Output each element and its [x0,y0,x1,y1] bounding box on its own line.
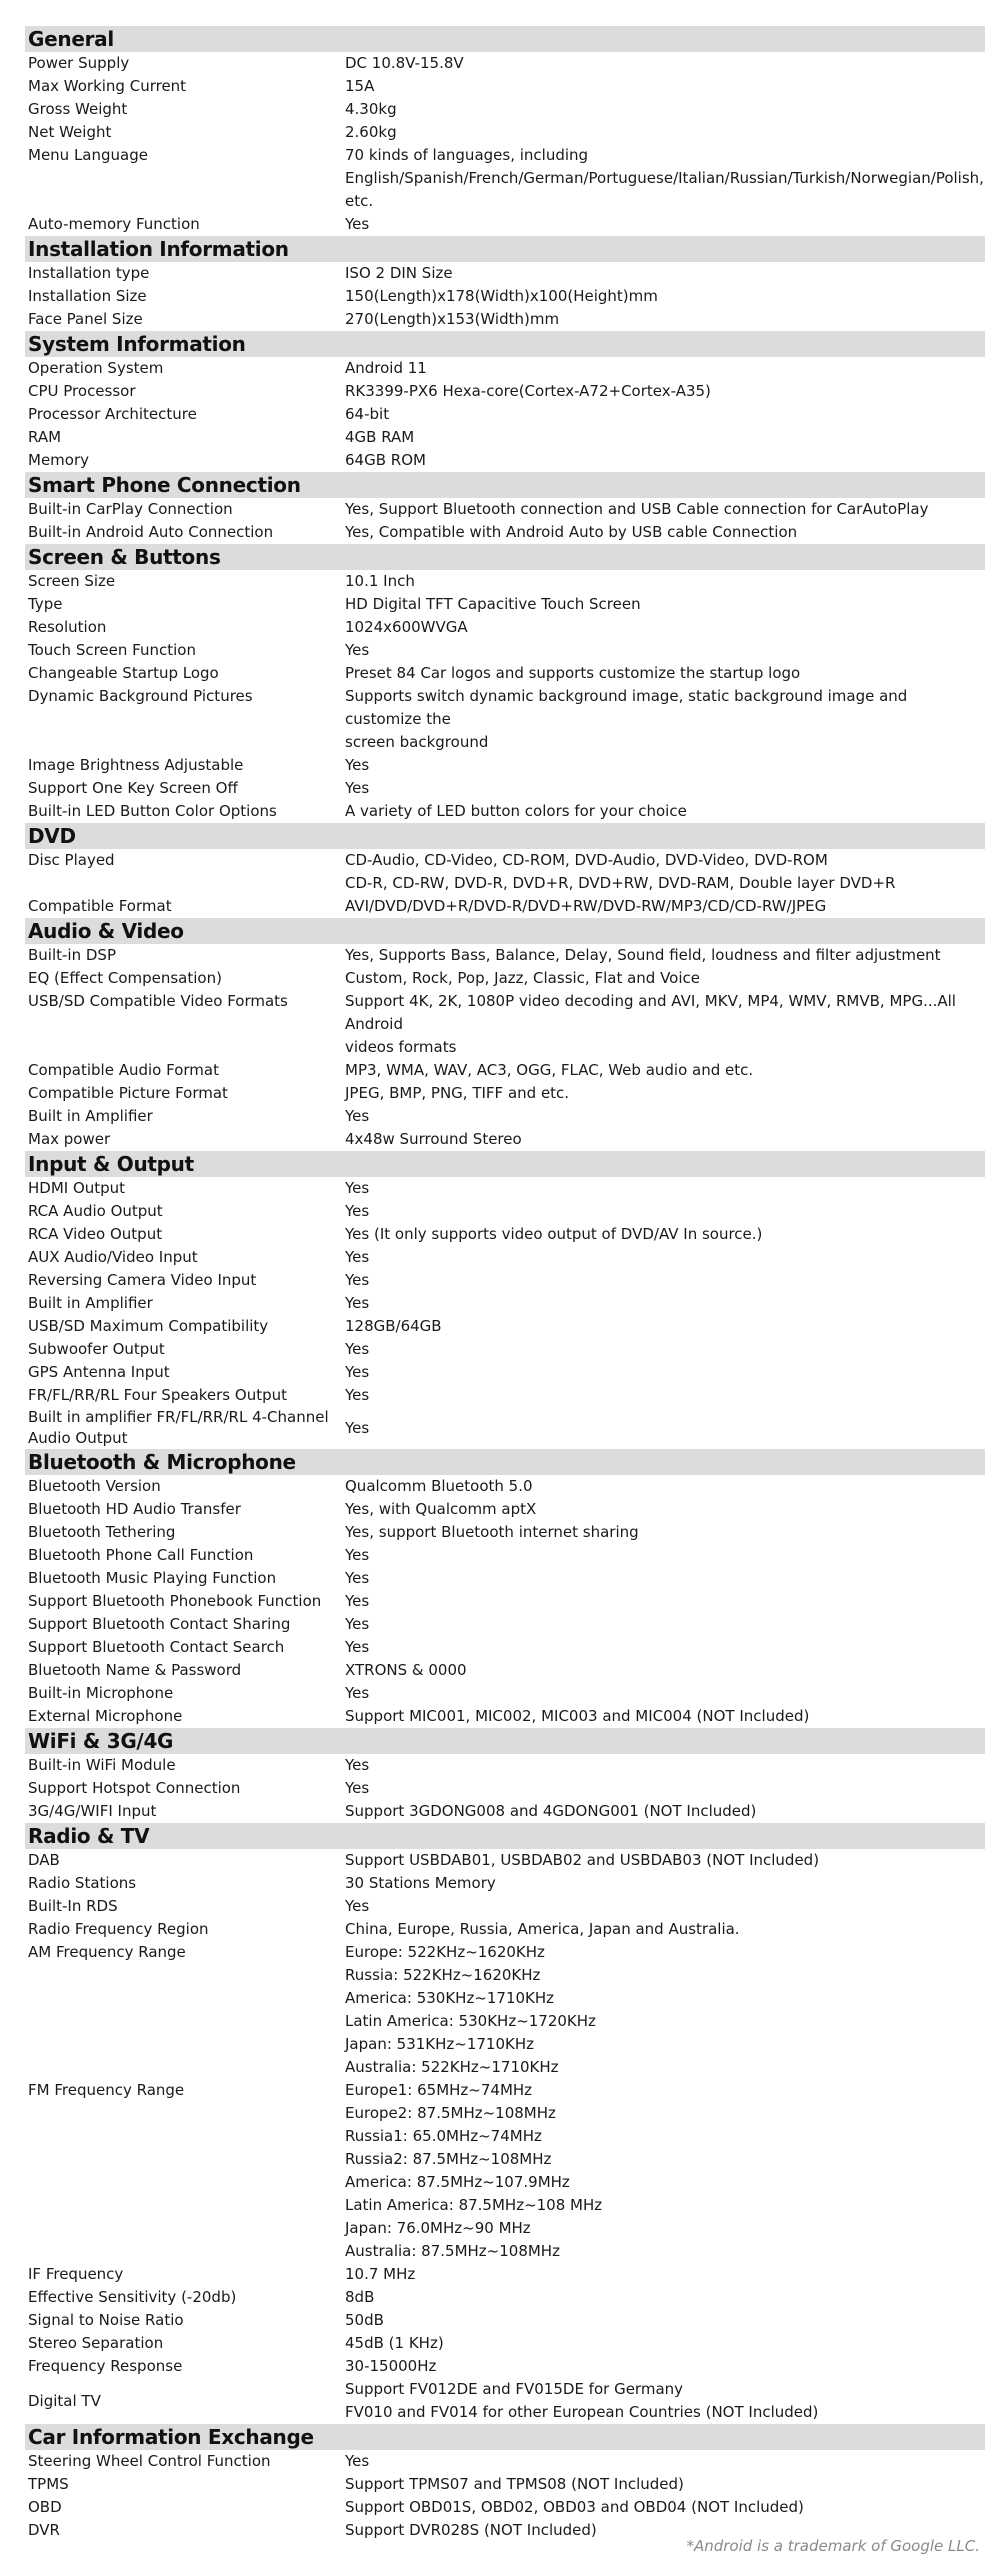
spec-label: RAM [28,428,62,446]
spec-row [25,1754,985,1777]
spec-row [25,1941,985,2079]
spec-section [25,823,985,918]
spec-label: Built-in WiFi Module [28,1756,176,1774]
spec-value: Yes [345,1569,370,1587]
spec-label: OBD [28,2498,62,2516]
spec-row [25,1246,985,1269]
spec-section [25,1728,985,1823]
spec-value: 45dB (1 KHz) [345,2334,444,2352]
spec-value: Europe1: 65MHz~74MHz Europe2: 87.5MHz~108MHz Russia1: 65.0MHz~74MHz Russia2: 87.5MHz~108MHz America: 87.5MHz~107.9MHz Latin America: 87.5MHz~108 MHz Japan: 76.0MHz~90 MHz Australia: 87.5MHz~108MHz [345,2081,603,2260]
spec-value: Yes [345,1179,370,1197]
spec-row [25,1177,985,1200]
spec-row [25,144,985,213]
spec-value: 10.1 Inch [345,572,415,590]
spec-value: Support MIC001, MIC002, MIC003 and MIC004 (NOT Included) [345,1707,810,1725]
spec-label: Steering Wheel Control Function [28,2452,271,2470]
spec-label: DVR [28,2521,60,2539]
section-heading: Audio & Video [25,918,985,944]
spec-value: 10.7 MHz [345,2265,416,2283]
section-heading: Screen & Buttons [25,544,985,570]
spec-section [25,331,985,472]
spec-row [25,1338,985,1361]
spec-value: Yes [345,779,370,797]
spec-row [25,990,985,1059]
spec-row [25,2450,985,2473]
spec-label: Gross Weight [28,100,128,118]
spec-value: Yes, Supports Bass, Balance, Delay, Sound field, loudness and filter adjustment [345,946,941,964]
spec-row [25,1082,985,1105]
spec-value: 128GB/64GB [345,1317,442,1335]
spec-label: Auto-memory Function [28,215,200,233]
spec-row [25,75,985,98]
spec-value: Yes [345,1340,370,1358]
spec-label: RCA Video Output [28,1225,163,1243]
section-heading: System Information [25,331,985,357]
spec-value: Support DVR028S (NOT Included) [345,2521,597,2539]
spec-section [25,26,985,236]
spec-value: Custom, Rock, Pop, Jazz, Classic, Flat and Voice [345,969,700,987]
spec-value: Yes (It only supports video output of DVD/AV In source.) [345,1225,763,1243]
spec-label: Effective Sensitivity (-20db) [28,2288,237,2306]
spec-row [25,1223,985,1246]
spec-value: Yes, with Qualcomm aptX [345,1500,537,1518]
spec-label: Compatible Format [28,897,172,915]
spec-value: Support TPMS07 and TPMS08 (NOT Included) [345,2475,684,2493]
spec-value: Support USBDAB01, USBDAB02 and USBDAB03 (NOT Included) [345,1851,820,1869]
spec-label: Signal to Noise Ratio [28,2311,184,2329]
spec-row [25,2286,985,2309]
spec-value: 4GB RAM [345,428,415,446]
spec-row [25,2263,985,2286]
section-heading: Radio & TV [25,1823,985,1849]
spec-row [25,2079,985,2263]
spec-value: Yes [345,641,370,659]
spec-value: China, Europe, Russia, America, Japan and Australia. [345,1920,740,1938]
spec-value: HD Digital TFT Capacitive Touch Screen [345,595,641,613]
spec-row [25,895,985,918]
spec-label: Built-in Microphone [28,1684,174,1702]
spec-label: Built-In RDS [28,1897,118,1915]
spec-value: Yes [345,215,370,233]
spec-row [25,1521,985,1544]
spec-row [25,403,985,426]
spec-row [25,685,985,754]
spec-row [25,426,985,449]
spec-row [25,1567,985,1590]
spec-label: Support One Key Screen Off [28,779,238,797]
spec-label: Touch Screen Function [28,641,196,659]
spec-label: CPU Processor [28,382,136,400]
spec-row [25,1200,985,1223]
spec-row [25,1105,985,1128]
spec-label: Disc Played [28,851,115,869]
spec-row [25,1590,985,1613]
spec-row [25,1544,985,1567]
spec-value: Yes [345,1363,370,1381]
spec-label: Frequency Response [28,2357,183,2375]
spec-row [25,1800,985,1823]
section-heading: Bluetooth & Microphone [25,1449,985,1475]
spec-row [25,498,985,521]
spec-value: Qualcomm Bluetooth 5.0 [345,1477,533,1495]
spec-row [25,2355,985,2378]
spec-row [25,380,985,403]
spec-row [25,639,985,662]
spec-row [25,121,985,144]
spec-row [25,616,985,639]
spec-value: XTRONS & 0000 [345,1661,467,1679]
spec-value: Yes [345,1546,370,1564]
spec-row [25,2496,985,2519]
spec-value: Support FV012DE and FV015DE for Germany FV010 and FV014 for other European Countries (NOT Included) [345,2380,819,2421]
spec-label: Built in Amplifier [28,1107,153,1125]
spec-label: HDMI Output [28,1179,126,1197]
spec-value: Yes [345,1897,370,1915]
spec-row [25,1361,985,1384]
spec-row [25,1315,985,1338]
spec-row [25,449,985,472]
spec-section [25,1449,985,1728]
spec-value: Yes, Support Bluetooth connection and USB Cable connection for CarAutoPlay [345,500,929,518]
spec-label: Built-in LED Button Color Options [28,802,277,820]
spec-label: Installation type [28,264,150,282]
spec-value: Yes [345,1271,370,1289]
spec-label: FM Frequency Range [28,2081,185,2099]
spec-value: ISO 2 DIN Size [345,264,453,282]
spec-label: Compatible Audio Format [28,1061,219,1079]
spec-value: Preset 84 Car logos and supports customize the startup logo [345,664,801,682]
spec-value: 30-15000Hz [345,2357,437,2375]
spec-value: Yes, Compatible with Android Auto by USB cable Connection [345,523,798,541]
spec-row [25,285,985,308]
spec-label: Bluetooth Version [28,1477,161,1495]
spec-value: Yes, support Bluetooth internet sharing [345,1523,639,1541]
spec-row [25,1636,985,1659]
section-heading: Input & Output [25,1151,985,1177]
spec-section [25,544,985,823]
spec-label: Compatible Picture Format [28,1084,228,1102]
spec-label: AUX Audio/Video Input [28,1248,198,1266]
spec-label: Reversing Camera Video Input [28,1271,257,1289]
spec-label: Subwoofer Output [28,1340,165,1358]
spec-row [25,1918,985,1941]
spec-row [25,262,985,285]
spec-label: Screen Size [28,572,116,590]
spec-value: JPEG, BMP, PNG, TIFF and etc. [345,1084,570,1102]
spec-label: Max power [28,1130,111,1148]
spec-row [25,1128,985,1151]
spec-value: 64GB ROM [345,451,426,469]
spec-row [25,754,985,777]
spec-row [25,1895,985,1918]
spec-value: 150(Length)x178(Width)x100(Height)mm [345,287,658,305]
spec-row [25,2332,985,2355]
spec-label: Power Supply [28,54,130,72]
spec-row [25,967,985,990]
spec-row [25,1269,985,1292]
spec-label: Built in amplifier FR/FL/RR/RL 4-Channel Audio Output [28,1408,329,1447]
section-heading: Car Information Exchange [25,2424,985,2450]
spec-label: Support Hotspot Connection [28,1779,241,1797]
section-heading: Installation Information [25,236,985,262]
spec-row [25,1384,985,1407]
spec-value: Europe: 522KHz~1620KHz Russia: 522KHz~1620KHz America: 530KHz~1710KHz Latin America: 530KHz~1720KHz Japan: 531KHz~1710KHz Australia: 522KHz~1710KHz [345,1943,596,2076]
spec-value: 4.30kg [345,100,397,118]
spec-row [25,800,985,823]
section-heading: DVD [25,823,985,849]
spec-label: Face Panel Size [28,310,143,328]
spec-row [25,2309,985,2332]
spec-row [25,308,985,331]
spec-row [25,52,985,75]
spec-value: Yes [345,756,370,774]
spec-label: Dynamic Background Pictures [28,687,253,705]
spec-row [25,570,985,593]
spec-row [25,2473,985,2496]
spec-label: Type [28,595,63,613]
spec-value: Yes [345,1294,370,1312]
spec-label: EQ (Effect Compensation) [28,969,222,987]
spec-label: Support Bluetooth Phonebook Function [28,1592,322,1610]
spec-label: DAB [28,1851,60,1869]
spec-value: Yes [345,1615,370,1633]
spec-value: 8dB [345,2288,375,2306]
spec-section [25,918,985,1151]
spec-label: Bluetooth Name & Password [28,1661,242,1679]
spec-row [25,1292,985,1315]
spec-row [25,2378,985,2424]
spec-label: Processor Architecture [28,405,197,423]
spec-label: Stereo Separation [28,2334,164,2352]
spec-section [25,472,985,544]
spec-label: 3G/4G/WIFI Input [28,1802,157,1820]
spec-value: Yes [345,1107,370,1125]
spec-value: Android 11 [345,359,427,377]
spec-label: Max Working Current [28,77,187,95]
spec-label: Radio Stations [28,1874,137,1892]
spec-value: Yes [345,1418,370,1437]
spec-label: USB/SD Compatible Video Formats [28,992,288,1010]
spec-label: Net Weight [28,123,112,141]
spec-row [25,1705,985,1728]
spec-section [25,1823,985,2424]
spec-value: Yes [345,1684,370,1702]
spec-value: RK3399-PX6 Hexa-core(Cortex-A72+Cortex-A35) [345,382,711,400]
spec-label: Bluetooth Tethering [28,1523,176,1541]
spec-label: GPS Antenna Input [28,1363,170,1381]
spec-value: CD-Audio, CD-Video, CD-ROM, DVD-Audio, DVD-Video, DVD-ROM CD-R, CD-RW, DVD-R, DVD+R, DVD+RW, DVD-RAM, Double layer DVD+R [345,851,896,892]
spec-value: 30 Stations Memory [345,1874,496,1892]
section-heading: WiFi & 3G/4G [25,1728,985,1754]
spec-label: IF Frequency [28,2265,124,2283]
spec-row [25,1498,985,1521]
spec-value: DC 10.8V-15.8V [345,54,464,72]
spec-row [25,1849,985,1872]
spec-row [25,849,985,895]
spec-label: Installation Size [28,287,147,305]
spec-value: Yes [345,1756,370,1774]
spec-label: Built-in DSP [28,946,116,964]
spec-row [25,1407,985,1449]
spec-label: TPMS [28,2475,69,2493]
spec-value: 4x48w Surround Stereo [345,1130,522,1148]
spec-label: External Microphone [28,1707,183,1725]
spec-value: Support 4K, 2K, 1080P video decoding and AVI, MKV, MP4, WMV, RMVB, MPG...All Android videos formats [345,992,956,1056]
spec-value: A variety of LED button colors for your choice [345,802,687,820]
spec-label: Menu Language [28,146,148,164]
spec-value: 1024x600WVGA [345,618,468,636]
spec-row [25,213,985,236]
spec-row [25,1659,985,1682]
spec-value: Yes [345,2452,370,2470]
section-heading: Smart Phone Connection [25,472,985,498]
spec-label: FR/FL/RR/RL Four Speakers Output [28,1386,287,1404]
spec-row [25,1475,985,1498]
spec-label: Built-in CarPlay Connection [28,500,233,518]
spec-value: Yes [345,1638,370,1656]
spec-value: Yes [345,1202,370,1220]
spec-value: Yes [345,1248,370,1266]
spec-label: Built in Amplifier [28,1294,153,1312]
spec-row [25,521,985,544]
spec-label: Image Brightness Adjustable [28,756,244,774]
spec-label: USB/SD Maximum Compatibility [28,1317,269,1335]
spec-value: Supports switch dynamic background image, static background image and customize the screen background [345,687,908,751]
spec-label: AM Frequency Range [28,1943,186,1961]
spec-value: Yes [345,1779,370,1797]
spec-label: Support Bluetooth Contact Sharing [28,1615,291,1633]
spec-label: Operation System [28,359,164,377]
trademark-footnote: *Android is a trademark of Google LLC. [686,2537,980,2555]
spec-value: 270(Length)x153(Width)mm [345,310,560,328]
spec-value: Support 3GDONG008 and 4GDONG001 (NOT Included) [345,1802,757,1820]
spec-label: Support Bluetooth Contact Search [28,1638,285,1656]
spec-value: 2.60kg [345,123,397,141]
spec-row [25,944,985,967]
spec-value: MP3, WMA, WAV, AC3, OGG, FLAC, Web audio and etc. [345,1061,754,1079]
spec-row [25,593,985,616]
spec-row [25,1777,985,1800]
spec-row [25,777,985,800]
spec-value: Yes [345,1386,370,1404]
spec-label: Resolution [28,618,107,636]
spec-value: 15A [345,77,375,95]
spec-section [25,2424,985,2542]
spec-row [25,1682,985,1705]
spec-value: AVI/DVD/DVD+R/DVD-R/DVD+RW/DVD-RW/MP3/CD/CD-RW/JPEG [345,897,827,915]
spec-value: 70 kinds of languages, including English/Spanish/French/German/Portuguese/Italian/Russian/Turkish/Norwegian/Polish, etc. [345,146,984,210]
spec-label: Digital TV [28,2391,101,2410]
spec-row [25,1613,985,1636]
spec-value: 64-bit [345,405,390,423]
spec-label: Bluetooth HD Audio Transfer [28,1500,241,1518]
spec-row [25,98,985,121]
spec-row [25,662,985,685]
spec-value: 50dB [345,2311,384,2329]
spec-label: Memory [28,451,90,469]
spec-row [25,357,985,380]
spec-label: Changeable Startup Logo [28,664,219,682]
spec-value: Yes [345,1592,370,1610]
spec-label: Bluetooth Music Playing Function [28,1569,277,1587]
spec-label: Radio Frequency Region [28,1920,209,1938]
spec-label: RCA Audio Output [28,1202,163,1220]
spec-label: Built-in Android Auto Connection [28,523,274,541]
spec-label: Bluetooth Phone Call Function [28,1546,254,1564]
section-heading: General [25,26,985,52]
spec-value: Support OBD01S, OBD02, OBD03 and OBD04 (NOT Included) [345,2498,804,2516]
spec-section [25,1151,985,1449]
spec-section [25,236,985,331]
spec-row [25,1872,985,1895]
spec-row [25,1059,985,1082]
spec-sheet [25,26,985,2542]
